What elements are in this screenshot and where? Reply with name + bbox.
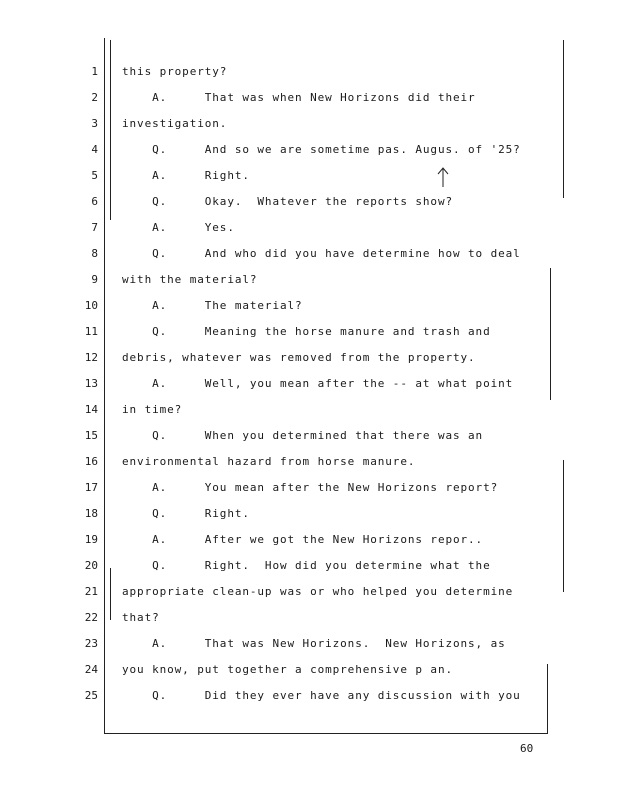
line-text: you know, put together a comprehensive p an.	[122, 663, 453, 676]
line-text: A. The material?	[122, 299, 303, 312]
transcript-line	[0, 348, 560, 368]
transcript-line	[0, 686, 560, 706]
line-number: 19	[84, 533, 98, 546]
transcript-line	[0, 530, 560, 550]
line-text: appropriate clean-up was or who helped you determine	[122, 585, 514, 598]
transcript-line	[0, 88, 560, 108]
line-number: 25	[84, 689, 98, 702]
line-number: 4	[91, 143, 98, 156]
line-number: 1	[91, 65, 98, 78]
line-number: 12	[84, 351, 98, 364]
transcript-line	[0, 192, 560, 212]
line-text: with the material?	[122, 273, 258, 286]
transcript-line	[0, 556, 560, 576]
transcript-line	[0, 114, 560, 134]
line-text: Q. Meaning the horse manure and trash and	[122, 325, 491, 338]
right-margin-bar	[563, 460, 564, 592]
line-text: A. You mean after the New Horizons report?	[122, 481, 499, 494]
line-number: 21	[84, 585, 98, 598]
line-number: 8	[91, 247, 98, 260]
line-text: A. Well, you mean after the -- at what point	[122, 377, 514, 390]
line-text: Q. And who did you have determine how to deal	[122, 247, 521, 260]
line-text: Q. Right. How did you determine what the	[122, 559, 491, 572]
line-number: 18	[84, 507, 98, 520]
line-number: 17	[84, 481, 98, 494]
line-number: 9	[91, 273, 98, 286]
transcript-line	[0, 478, 560, 498]
line-number: 11	[84, 325, 98, 338]
transcript-line	[0, 374, 560, 394]
up-arrow-icon	[436, 166, 450, 188]
line-text: A. After we got the New Horizons repor..	[122, 533, 484, 546]
transcript-line	[0, 270, 560, 290]
transcript-line	[0, 582, 560, 602]
line-text: A. That was New Horizons. New Horizons, as	[122, 637, 506, 650]
line-text: Q. Okay. Whatever the reports show?	[122, 195, 453, 208]
transcript-line	[0, 140, 560, 160]
transcript-line	[0, 426, 560, 446]
line-text: environmental hazard from horse manure.	[122, 455, 416, 468]
transcript-line	[0, 660, 560, 680]
transcript-line	[0, 400, 560, 420]
line-number: 22	[84, 611, 98, 624]
line-text: Q. When you determined that there was an	[122, 429, 484, 442]
line-number: 6	[91, 195, 98, 208]
transcript-line	[0, 634, 560, 654]
line-text: this property?	[122, 65, 228, 78]
line-text: A. Right.	[122, 169, 250, 182]
line-text: in time?	[122, 403, 183, 416]
line-text: A. That was when New Horizons did their	[122, 91, 476, 104]
line-number: 13	[84, 377, 98, 390]
line-number: 23	[84, 637, 98, 650]
line-number: 20	[84, 559, 98, 572]
line-number: 15	[84, 429, 98, 442]
transcript-line	[0, 244, 560, 264]
line-text: Q. And so we are sometime pas. Augus. of '25?	[122, 143, 521, 156]
page-number: 60	[520, 742, 534, 755]
line-text: that?	[122, 611, 160, 624]
transcript-line	[0, 166, 560, 186]
transcript-line	[0, 218, 560, 238]
line-text: investigation.	[122, 117, 228, 130]
line-text: A. Yes.	[122, 221, 235, 234]
line-number: 16	[84, 455, 98, 468]
line-text: Q. Right.	[122, 507, 250, 520]
line-number: 24	[84, 663, 98, 676]
line-text: Q. Did they ever have any discussion with you	[122, 689, 521, 702]
line-number: 3	[91, 117, 98, 130]
transcript-line	[0, 322, 560, 342]
line-number: 14	[84, 403, 98, 416]
bottom-margin-rule	[104, 733, 548, 734]
transcript-line	[0, 608, 560, 628]
line-number: 7	[91, 221, 98, 234]
transcript-line	[0, 62, 560, 82]
transcript-line	[0, 504, 560, 524]
transcript-line	[0, 452, 560, 472]
right-margin-bar	[563, 40, 564, 198]
line-number: 5	[91, 169, 98, 182]
line-text: debris, whatever was removed from the property.	[122, 351, 476, 364]
transcript-line	[0, 296, 560, 316]
line-number: 2	[91, 91, 98, 104]
line-number: 10	[84, 299, 98, 312]
